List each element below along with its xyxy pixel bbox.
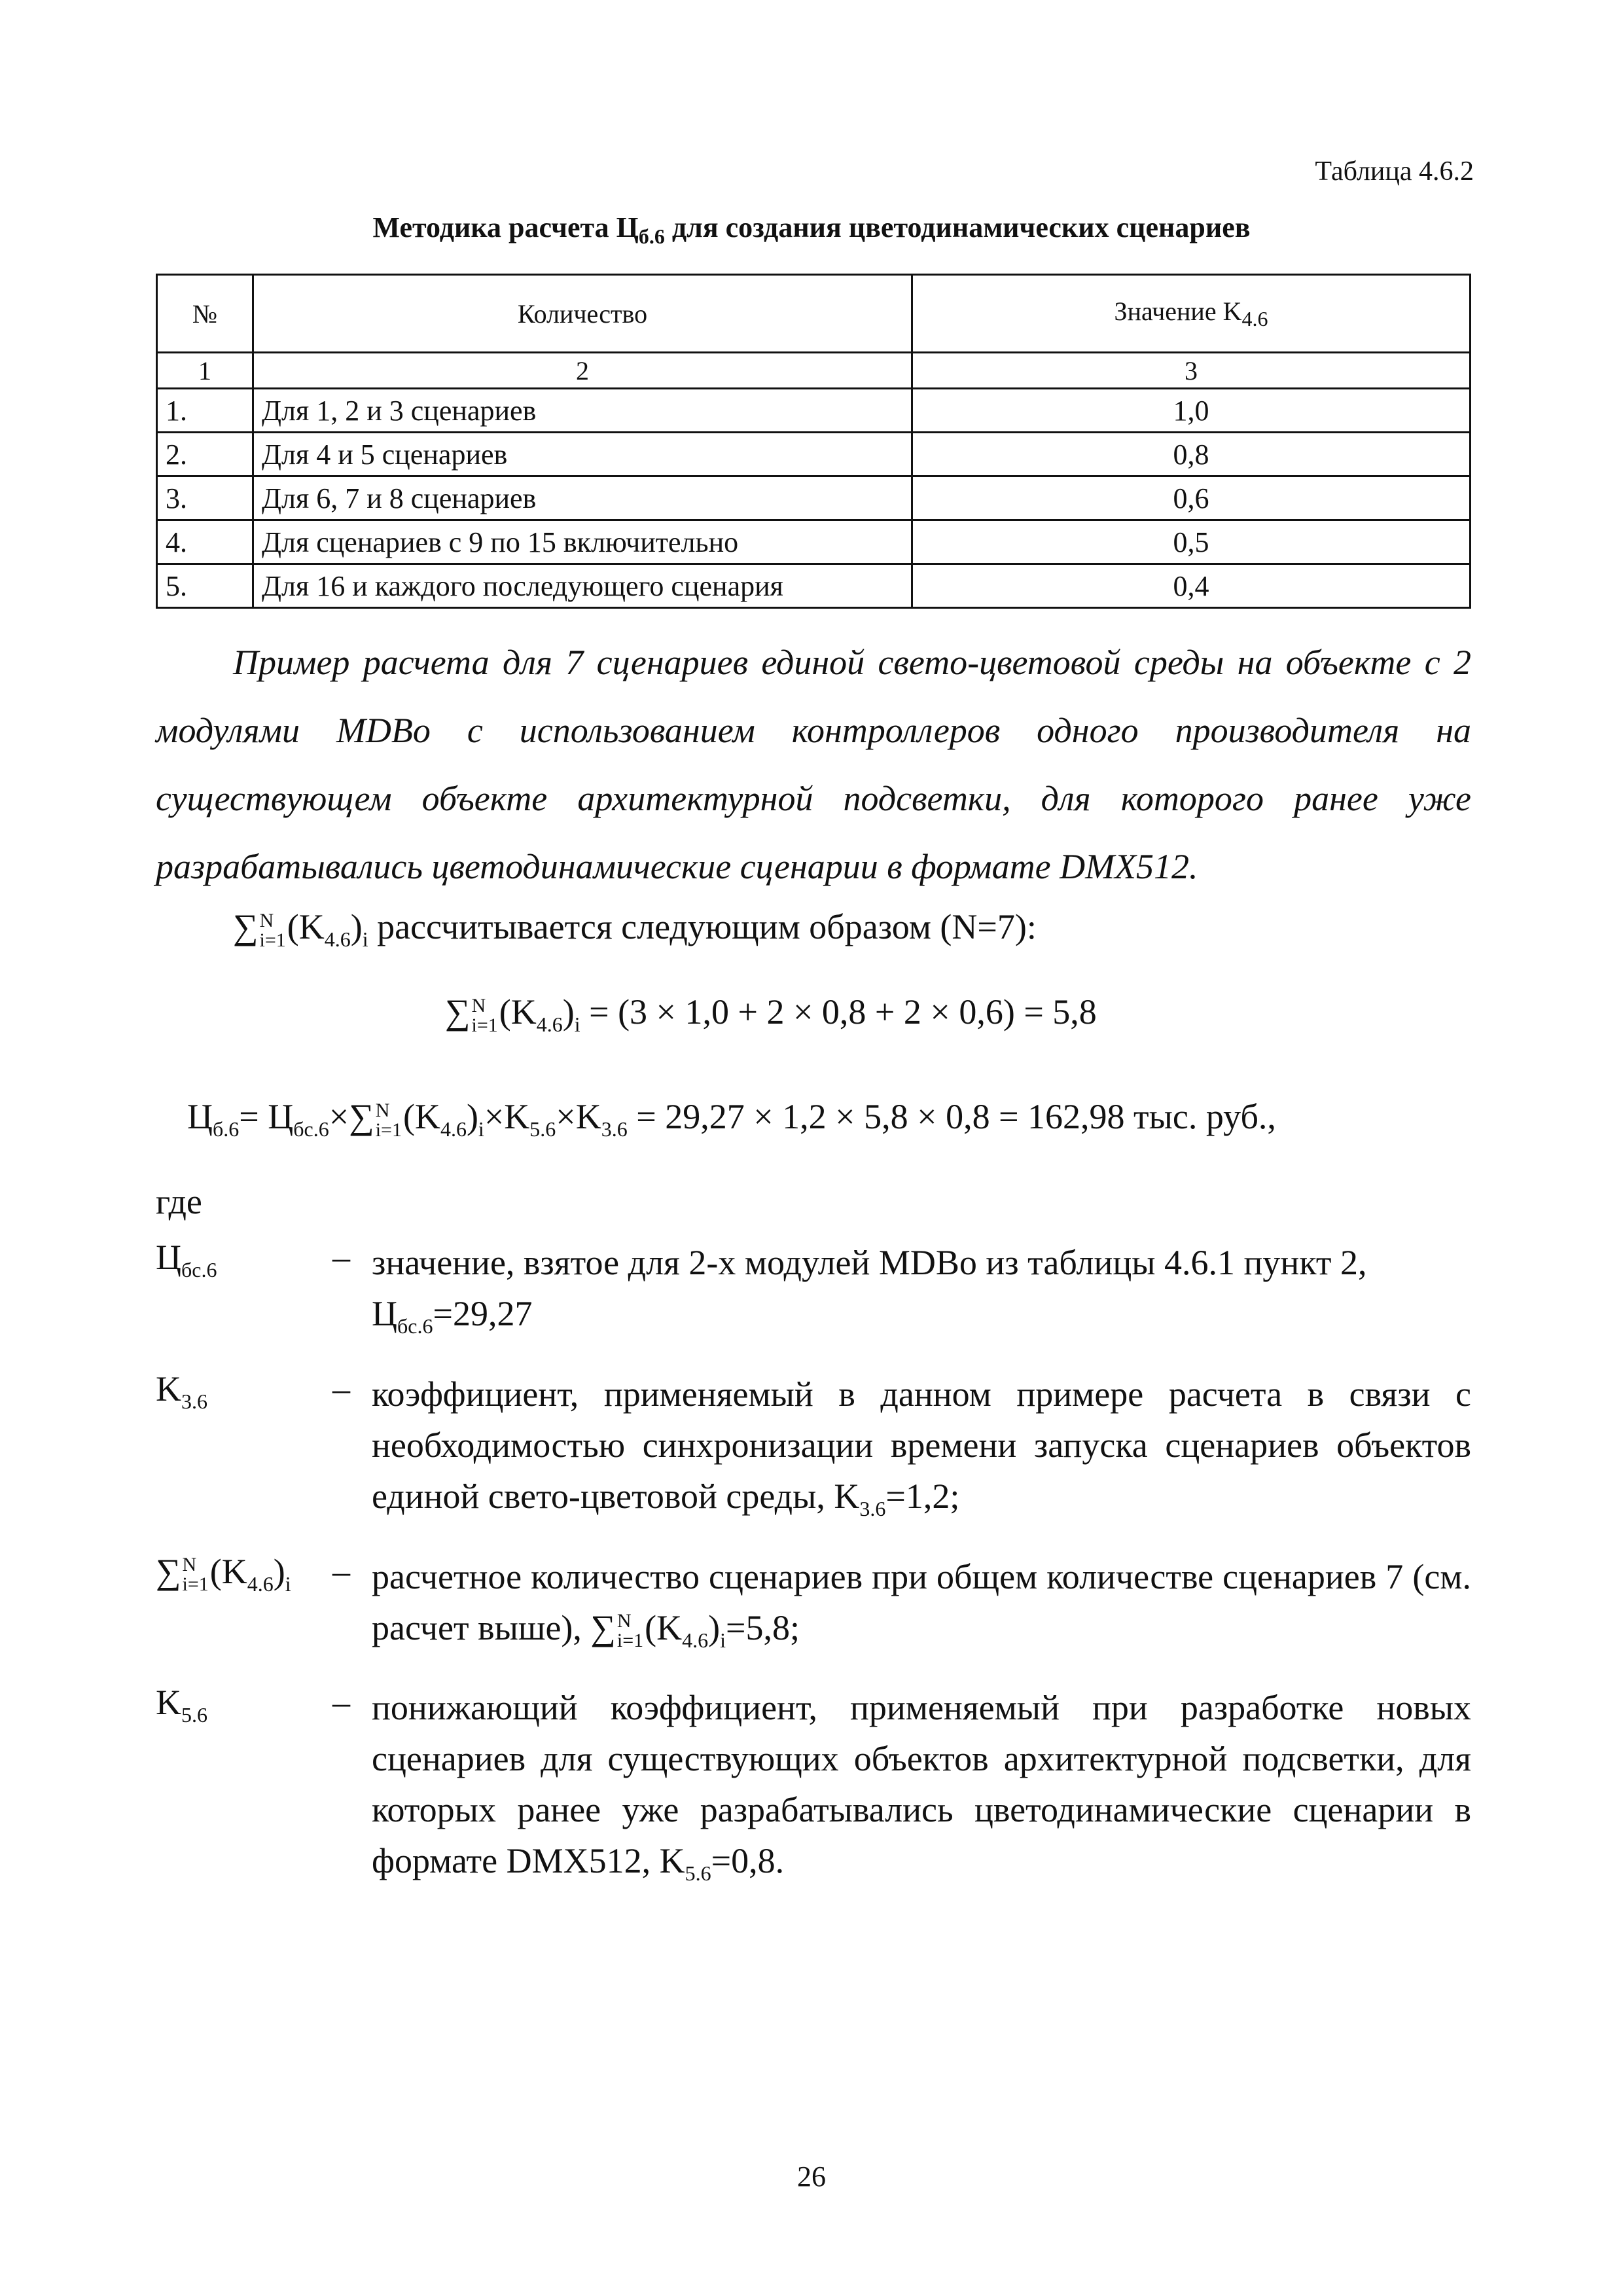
definition-text: коэффициент, применяемый в данном примере расчета в связи с необходимостью синхронизации времени запуска сценариев объектов единой свето-цветовой среды, $K_{3.6}=1,2$; [372, 1374, 1471, 1520]
row-quantity: Для 1, 2 и 3 сценариев [253, 389, 912, 433]
definition-term: ∑ N i=1 $(K_{4.6})_i$ [156, 1551, 291, 1596]
definition-item [156, 1237, 1471, 1352]
sum-symbol: ∑ [445, 992, 471, 1031]
definition-dash: – [332, 1238, 350, 1277]
sum-symbol: ∑ [349, 1097, 374, 1136]
table-title: Методика расчета $Ц_{б.6}$ для создания цветодинамических сценариев [372, 211, 1251, 248]
sum-upper-limit: N [259, 909, 274, 931]
formula-line-1: ∑ N i=1 $(K_{4.6})_i$ рассчитывается следующим образом (N=7): [233, 907, 1037, 951]
definition-text: расчетное количество сценариев при общем количестве сценариев 7 (см. расчет выше), ∑ N i=1 $(K_{4.6})_i=5,8$; [372, 1556, 1471, 1652]
row-number: 4. [157, 520, 253, 564]
table-row [157, 389, 1471, 433]
table-header-row [157, 275, 1471, 353]
formula-2-text: = (3 × 1,0 + 2 × 0,8 + 2 × 0,6) = 5,8 [580, 992, 1097, 1031]
column-number: 2 [253, 353, 912, 389]
table-caption: Таблица 4.6.2 [1315, 156, 1474, 187]
table-row [157, 433, 1471, 476]
row-value: 0,6 [912, 476, 1471, 520]
sum-lower-limit: i=1 [259, 929, 286, 951]
row-value: 0,5 [912, 520, 1471, 564]
definition-item [156, 1682, 1471, 1899]
definition-term: $K_{3.6}$ [156, 1369, 207, 1413]
definition-dash: – [332, 1551, 350, 1591]
row-quantity: Для 6, 7 и 8 сценариев [253, 476, 912, 520]
definition-dash: – [332, 1683, 350, 1723]
definitions-list [156, 1237, 1471, 1916]
row-number: 1. [157, 389, 253, 433]
definition-text: значение, взятое для 2-х модулей MDBo из таблицы 4.6.1 пункт 2, $Ц_{бс.6}=29,27$ [372, 1243, 1367, 1338]
where-label: где [156, 1182, 202, 1221]
header-number: № [157, 275, 253, 353]
coefficient-table [156, 274, 1471, 609]
formula-line-2: ∑ N i=1 $(K_{4.6})_i = (3 \times 1,0 + 2 \times 0,8 + 2 \times 0,6) = 5,8$ [445, 992, 1097, 1036]
row-number: 5. [157, 564, 253, 608]
formula-3-result: = 29,27 × 1,2 × 5,8 × 0,8 = 162,98 тыс. руб., [627, 1097, 1276, 1136]
row-value: 0,4 [912, 564, 1471, 608]
table-row [157, 564, 1471, 608]
formula-1-text: рассчитывается следующим образом (N=7): [368, 907, 1037, 946]
row-number: 2. [157, 433, 253, 476]
sum-symbol: ∑ [233, 907, 259, 946]
sum-upper-limit: N [471, 994, 486, 1016]
example-paragraph [156, 628, 1471, 901]
table-row [157, 520, 1471, 564]
definition-item [156, 1369, 1471, 1534]
definition-text: понижающий коэффициент, применяемый при разработке новых сценариев для существующих объектов архитектурной подсветки, для которых ранее уже разрабатывались цветодинамические сценарии в формате DMX512, $K_{5.6}=0,8$. [372, 1688, 1471, 1886]
formula-line-3: $Ц_{б.6}= Ц_{бс.6}\times\sum$ N i=1 $(K_{4.6})_i\times K_{5.6}\times K_{3.6} = 29,27 \times 1,2 \times 5,8 \times 0,8 = 162,98$ тыс. руб., [187, 1097, 1276, 1141]
definition-term: $K_{5.6}$ [156, 1683, 207, 1727]
definition-item [156, 1551, 1471, 1666]
row-number: 3. [157, 476, 253, 520]
row-quantity: Для 4 и 5 сценариев [253, 433, 912, 476]
column-number: 3 [912, 353, 1471, 389]
definition-dash: – [332, 1369, 350, 1408]
sum-lower-limit: i=1 [471, 1014, 498, 1036]
header-quantity: Количество [253, 275, 912, 353]
row-value: 1,0 [912, 389, 1471, 433]
page-number: 26 [797, 2161, 826, 2193]
table-row [157, 476, 1471, 520]
row-quantity: Для сценариев с 9 по 15 включительно [253, 520, 912, 564]
column-number: 1 [157, 353, 253, 389]
example-text: Пример расчета для 7 сценариев единой свето-цветовой среды на объекте с 2 модулями MDBo с использованием контроллеров одного производителя на существующем объекте архитектурной подсветки, для которого ранее уже разрабатывались цветодинамические сценарии в формате DMX512. [156, 643, 1471, 886]
row-quantity: Для 16 и каждого последующего сценария [253, 564, 912, 608]
definition-term: $Ц_{бс.6}$ [156, 1238, 217, 1282]
table-column-numbers-row [157, 353, 1471, 389]
row-value: 0,8 [912, 433, 1471, 476]
header-value: Значение $K_{4.6}$ [912, 275, 1471, 353]
